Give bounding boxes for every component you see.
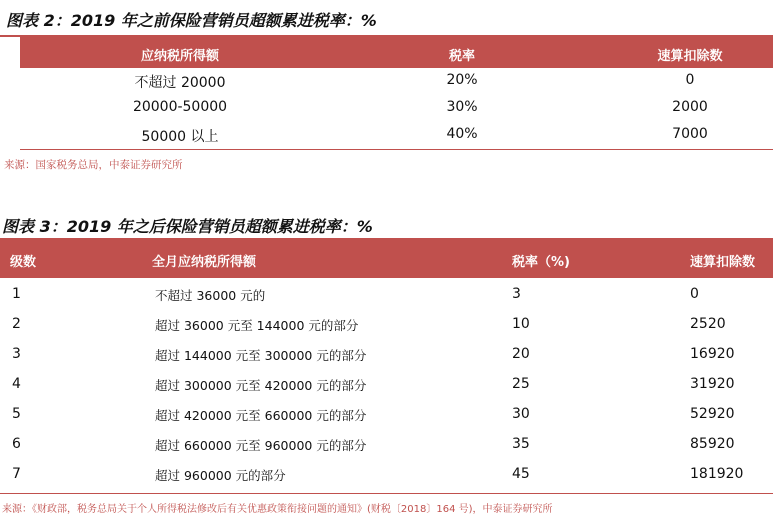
- table-row: [0, 461, 773, 491]
- table-row: [0, 341, 773, 371]
- table2-cell-deduction: 7000: [672, 126, 708, 142]
- table3-cell-income: 超过 36000 元至 144000 元的部分: [155, 318, 359, 333]
- table3-cell-deduction: 85920: [690, 436, 735, 452]
- table2-bottom-rule: [20, 149, 773, 150]
- table3-cell-rate: 10: [512, 316, 530, 332]
- table2-source: 来源：国家税务总局，中泰证券研究所: [4, 159, 183, 171]
- table3-header-income: 全月应纳税所得额: [152, 255, 257, 270]
- table3-cell-deduction: 52920: [690, 406, 735, 422]
- table2-cell-income: 20000-50000: [132, 99, 228, 115]
- table3-cell-level: 3: [12, 346, 21, 362]
- table3-cell-rate: 3: [512, 286, 521, 302]
- table3-cell-level: 1: [12, 286, 21, 302]
- table3-cell-deduction: 16920: [690, 346, 735, 362]
- table2-cell-rate: 30%: [446, 99, 478, 115]
- table3-title: 图表 3：2019 年之后保险营销员超额累进税率：%: [2, 217, 373, 236]
- table2-header-deduction: 速算扣除数: [657, 49, 723, 64]
- table2-cell-deduction: 0: [685, 72, 695, 88]
- table2-header-income: 应纳税所得额: [140, 49, 220, 64]
- table3-cell-rate: 30: [512, 406, 530, 422]
- table3-cell-income: 超过 144000 元至 300000 元的部分: [155, 348, 367, 363]
- table3-cell-rate: 35: [512, 436, 530, 452]
- table-row: [0, 431, 773, 461]
- table3-cell-rate: 45: [512, 466, 530, 482]
- table2-header-rate: 税率: [448, 49, 476, 64]
- table3-header-level: 级数: [10, 255, 37, 270]
- table3-cell-income: 超过 660000 元至 960000 元的部分: [155, 438, 367, 453]
- table-row: [20, 95, 773, 122]
- table2-cell-rate: 20%: [446, 72, 478, 88]
- table2-header: [20, 37, 773, 68]
- table3-cell-level: 6: [12, 436, 21, 452]
- table3-cell-income: 不超过 36000 元的: [155, 288, 266, 303]
- table3-cell-deduction: 31920: [690, 376, 735, 392]
- table2-cell-deduction: 2000: [672, 99, 708, 115]
- table-row: [0, 401, 773, 431]
- table3-cell-income: 超过 300000 元至 420000 元的部分: [155, 378, 367, 393]
- table3-cell-rate: 20: [512, 346, 530, 362]
- table3-cell-income: 超过 420000 元至 660000 元的部分: [155, 408, 367, 423]
- table3-source: 来源：《财政部，税务总局关于个人所得税法修改后有关优惠政策衔接问题的通知》(财税〔2018〕164 号)，中泰证券研究所: [2, 504, 553, 515]
- table3-cell-level: 5: [12, 406, 21, 422]
- table3-header-deduction: 速算扣除数: [690, 255, 756, 270]
- table3-cell-deduction: 2520: [690, 316, 726, 332]
- table3-cell-level: 7: [12, 466, 21, 482]
- table3-cell-rate: 25: [512, 376, 530, 392]
- table3-cell-level: 4: [12, 376, 21, 392]
- table2-cell-income: 不超过 20000: [134, 75, 226, 91]
- table3-cell-deduction: 0: [690, 286, 699, 302]
- table3-header: [0, 240, 773, 278]
- table3-header-rate: 税率（%): [512, 255, 570, 270]
- table3-cell-deduction: 181920: [690, 466, 744, 482]
- table-row: [0, 371, 773, 401]
- table2-cell-rate: 40%: [446, 126, 478, 142]
- table-row: [20, 122, 773, 149]
- table3-cell-income: 超过 960000 元的部分: [155, 468, 286, 483]
- table2-cell-income: 50000 以上: [141, 129, 219, 145]
- table-row: [0, 311, 773, 341]
- table-row: [20, 68, 773, 95]
- table-row: [0, 281, 773, 311]
- table2-title: 图表 2：2019 年之前保险营销员超额累进税率：%: [6, 11, 377, 30]
- table3-cell-level: 2: [12, 316, 21, 332]
- table3-bottom-rule: [0, 493, 773, 494]
